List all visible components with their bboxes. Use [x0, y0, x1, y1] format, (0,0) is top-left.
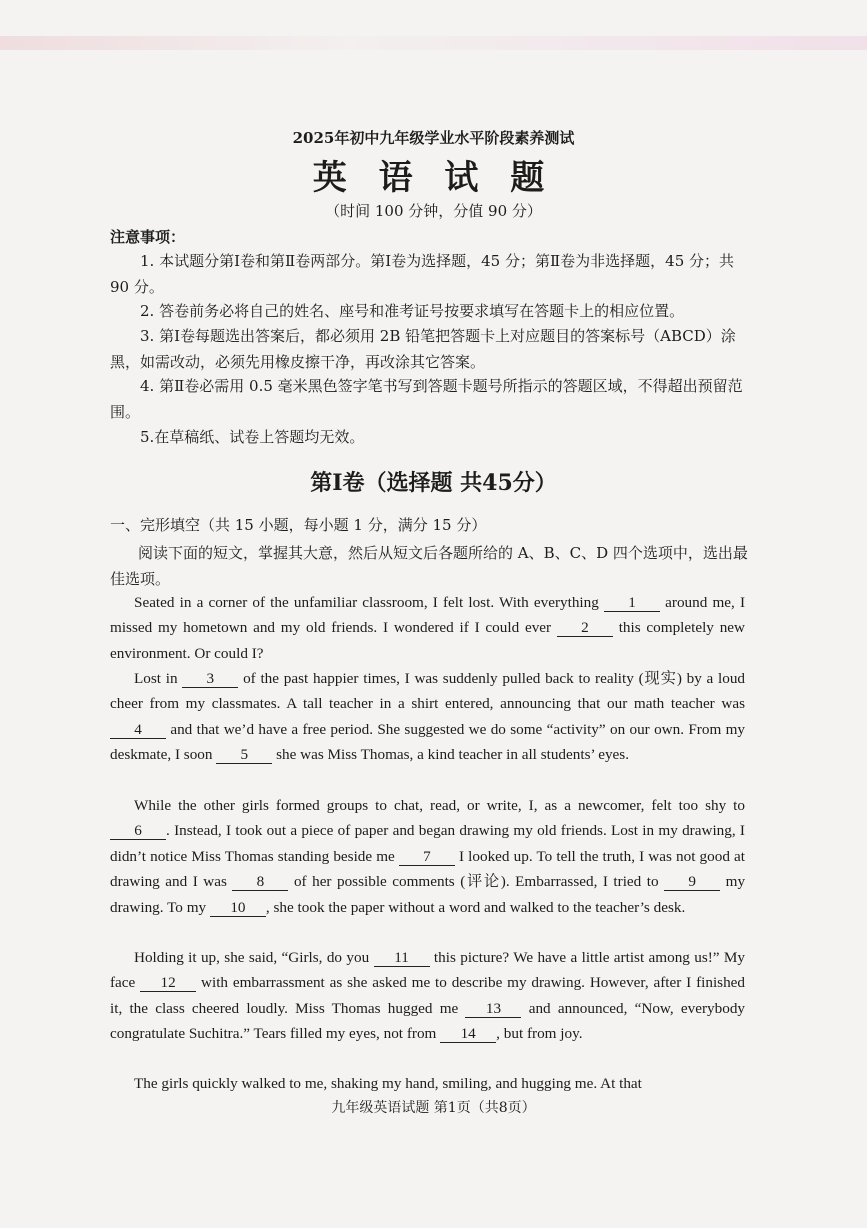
blank-8: 8 — [232, 874, 288, 891]
exam-name: 2025年初中九年级学业水平阶段素养测试 — [292, 129, 575, 147]
blank-1: 1 — [604, 595, 660, 612]
blank-2: 2 — [557, 620, 613, 637]
blank-12: 12 — [140, 975, 196, 992]
passage-text: and announced, “Now, everybody congratulate Suchitra.” Tears filled my eyes, not from — [110, 999, 746, 1043]
passage-text: . Instead, I took out a piece of paper and began drawing my old friends. Lost in my drawing, I didn’t notice Miss Thomas standing beside me — [110, 822, 745, 865]
passage-paragraph-1 — [110, 590, 745, 666]
blank-9: 9 — [664, 874, 720, 891]
blank-14: 14 — [440, 1026, 496, 1043]
note-item: 4. 第Ⅱ卷必需用 0.5 毫米黑色签字笔书写到答题卡题号所指示的答题区域，不得超出预留范围。 — [110, 377, 743, 421]
blank-4: 4 — [110, 722, 166, 739]
exam-title: 英 语 试 题 — [312, 158, 555, 198]
passage-paragraph-5 — [110, 1071, 745, 1096]
passage-text: The girls quickly walked to me, shaking my hand, smiling, and hugging me. At that — [134, 1075, 642, 1092]
blank-5: 5 — [216, 747, 272, 764]
passage-paragraph-3 — [110, 793, 745, 920]
passage-text: While the other girls formed groups to chat, read, or write, I, as a newcomer, felt too shy to — [134, 797, 745, 814]
passage-text: , but from joy. — [496, 1025, 583, 1043]
blank-3: 3 — [182, 671, 238, 688]
note-item: 2. 答卷前务必将自己的姓名、座号和准考证号按要求填写在答题卡上的相应位置。 — [140, 302, 685, 320]
part-directions: 阅读下面的短文，掌握其大意，然后从短文后各题所给的 A、B、C、D 四个选项中，选出最佳选项。 — [110, 544, 748, 588]
blank-11: 11 — [374, 950, 430, 967]
passage-text: of her possible comments (评论). Embarrassed, I tried to — [293, 873, 659, 891]
passage-text: around me, I missed my hometown and my old friends. I wondered if I could ever — [110, 594, 746, 637]
note-item: 5.在草稿纸、试卷上答题均无效。 — [140, 428, 365, 446]
notes-heading: 注意事项： — [110, 228, 186, 246]
passage-text: I looked up. To tell the truth, I was not good at drawing and I was — [110, 847, 745, 891]
passage-paragraph-2 — [110, 666, 745, 768]
passage-text: of the past happier times, I was suddenly pulled back to reality (现实) by a loud cheer from my classmates. A tall teacher in a shirt entered, announcing that our math teacher was — [110, 670, 746, 713]
section-title: 第Ⅰ卷（选择题 共45分） — [310, 470, 557, 496]
passage-text: this completely new environment. Or could I? — [110, 619, 745, 662]
passage-paragraph-4 — [110, 945, 745, 1047]
time-score-info: （时间 100 分钟，分值 90 分） — [325, 202, 542, 220]
passage-text: she was Miss Thomas, a kind teacher in all students’ eyes. — [276, 746, 629, 764]
note-item: 3. 第Ⅰ卷每题选出答案后，都必须用 2B 铅笔把答题卡上对应题目的答案标号（ABCD）涂黑，如需改动，必须先用橡皮擦干净，再改涂其它答案。 — [110, 327, 736, 371]
passage-text: , she took the paper without a word and walked to the teacher’s desk. — [265, 898, 686, 916]
passage-text: my drawing. To my — [110, 873, 746, 916]
blank-7: 7 — [399, 849, 455, 866]
passage-text: this picture? We have a little artist among us!” My face — [110, 949, 746, 992]
blank-6: 6 — [110, 823, 166, 840]
blank-10: 10 — [210, 900, 266, 917]
page-footer: 九年级英语试题 第1页（共8页） — [331, 1100, 536, 1116]
passage-text: and that we’d have a free period. She suggested we do some “activity” on our own. From my deskmate, I soon — [110, 720, 745, 764]
passage-text: Seated in a corner of the unfamiliar classroom, I felt lost. With everything — [134, 594, 599, 611]
blank-13: 13 — [465, 1001, 521, 1018]
passage-text: with embarrassment as she asked me to describe my drawing. However, after I finished it, the class cheered loudly. Miss Thomas hugged me — [110, 974, 746, 1017]
part-heading: 一、完形填空（共 15 小题，每小题 1 分，满分 15 分） — [110, 516, 487, 534]
passage-text: Holding it up, she said, “Girls, do you — [134, 949, 370, 966]
passage-text: Lost in — [134, 670, 178, 687]
note-item: 1. 本试题分第Ⅰ卷和第Ⅱ卷两部分。第Ⅰ卷为选择题，45 分；第Ⅱ卷为非选择题，45 分；共 90 分。 — [110, 252, 735, 296]
